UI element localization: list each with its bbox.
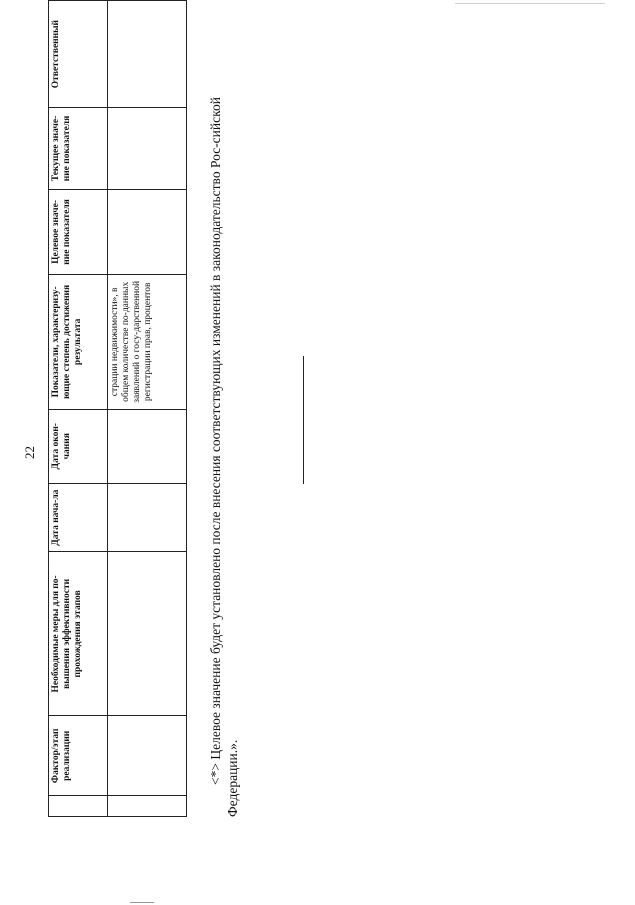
table-cell [108, 716, 187, 796]
table-cell [108, 552, 187, 716]
table-cell [108, 796, 187, 817]
header-current-value: Текущее значе-ние показателя [49, 108, 108, 190]
table-cell [108, 108, 187, 190]
scan-edge-mark [455, 3, 605, 4]
header-cell-empty [49, 796, 108, 817]
table-row [108, 1, 187, 817]
page-number: 22 [22, 446, 37, 459]
header-end-date: Дата окон-чания [49, 409, 108, 483]
indicator-cell: страции недвижимости», в общем количестве по-данных заявлений о госу-дарственной регистрации прав, процентов [108, 275, 187, 410]
header-start-date: Дата нача-ла [49, 483, 108, 552]
header-responsible: Ответственный [49, 1, 108, 108]
footnote: <*> Целевое значение будет установлено после внесения соответствующих изменений в законодательство Рос-сийской Федерации.». [208, 97, 240, 817]
table-cell [108, 189, 187, 274]
scan-edge-mark [130, 902, 154, 903]
separator-line [303, 356, 304, 484]
header-measures: Необходимые меры для по-вышения эффективности прохождения этапов [49, 552, 108, 716]
table-cell [108, 409, 187, 483]
header-target-value: Целевое значе-ние показателя [49, 189, 108, 274]
header-indicators: Показатели, характеризу-ющие степень достижения результата [49, 275, 108, 410]
implementation-table [48, 0, 187, 817]
header-factor-stage: Фактор/этап реализации [49, 716, 108, 796]
table-header-row [49, 1, 108, 817]
table-cell [108, 483, 187, 552]
table-cell [108, 1, 187, 108]
